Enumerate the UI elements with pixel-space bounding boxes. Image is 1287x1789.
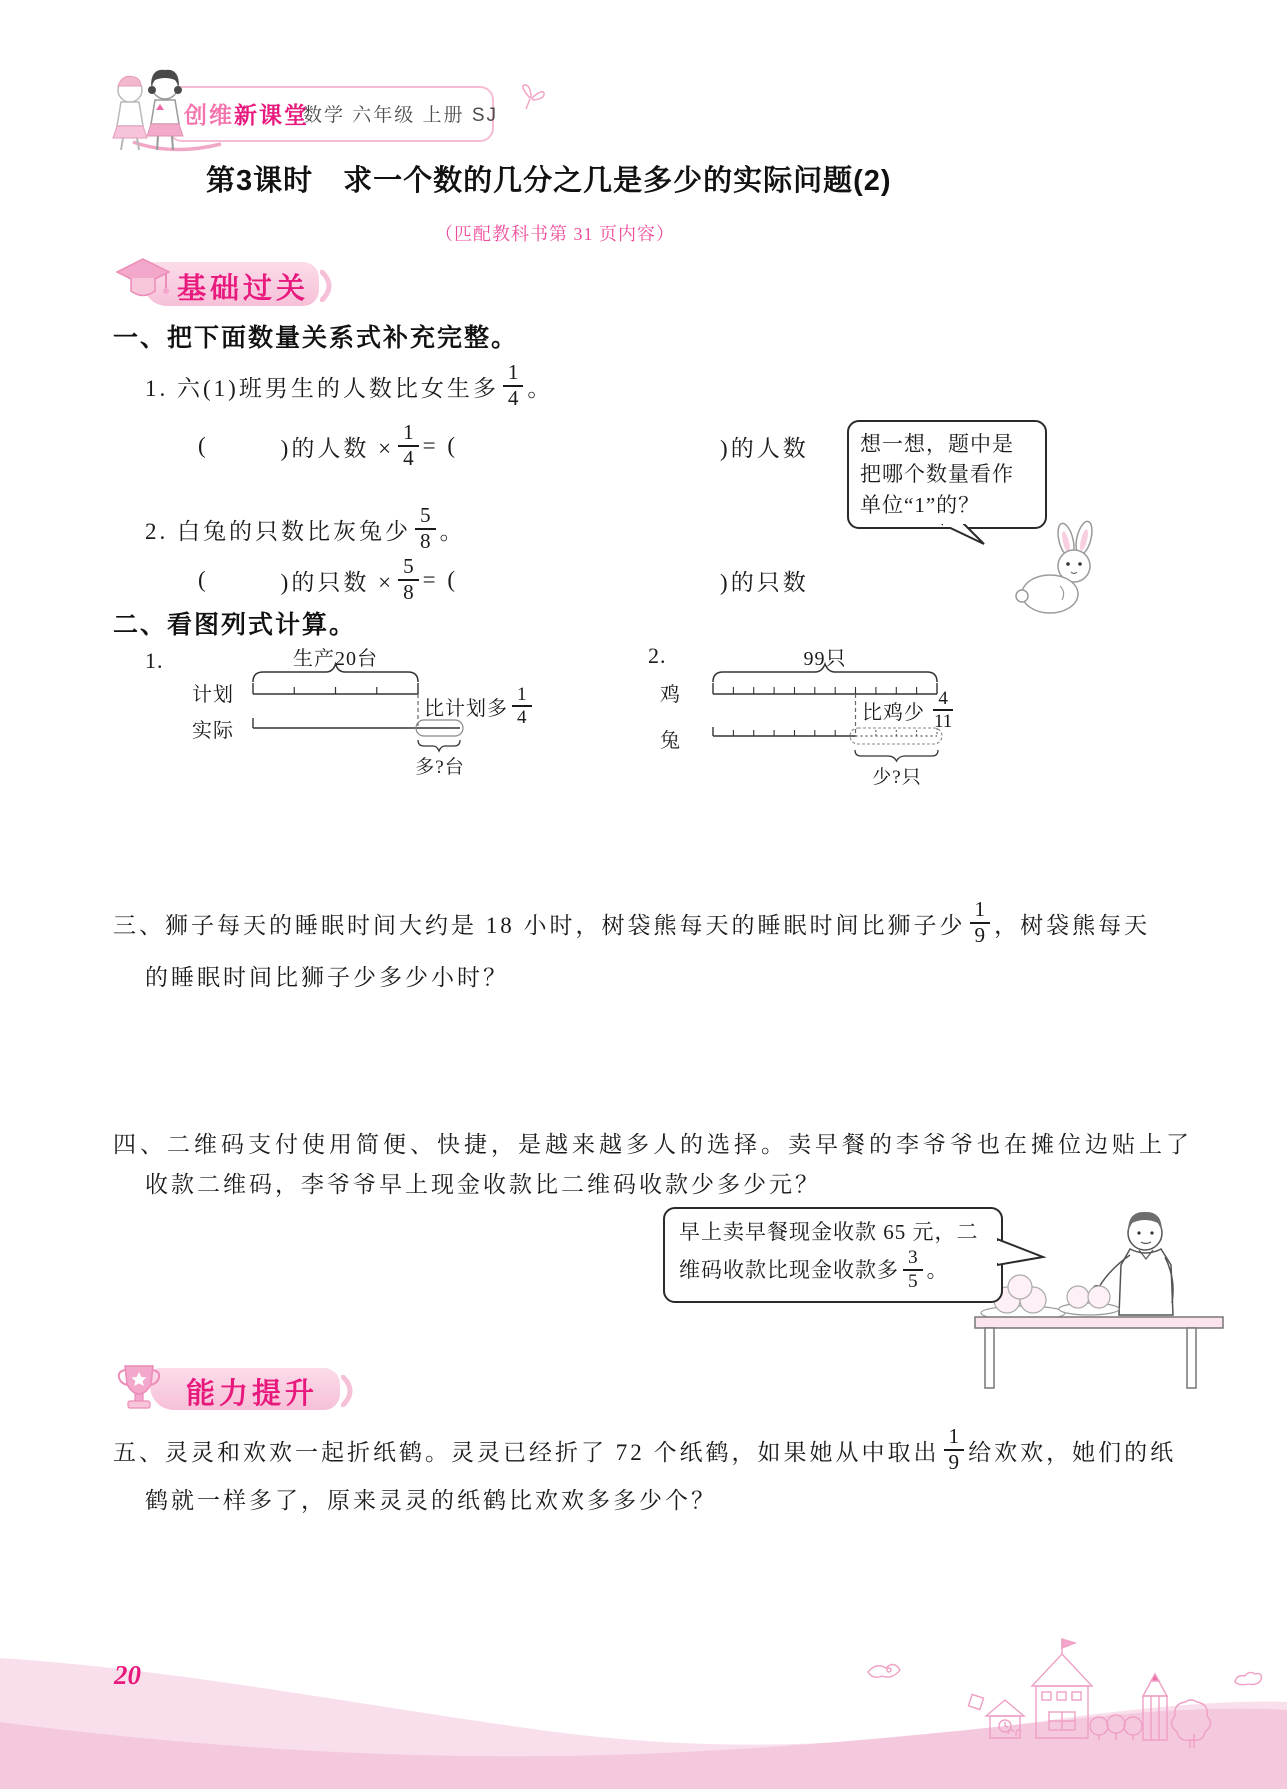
brand-name	[184, 97, 309, 130]
fraction-5-8: $\frac{5}{8}$	[398, 555, 419, 604]
question1-item1	[145, 358, 553, 414]
hint-text: 想一想，题中是把哪个数量看作单位“1”的？	[860, 432, 1014, 517]
diagram1-question-label: 多?台	[415, 757, 465, 778]
question5-text-a: 五、灵灵和欢欢一起折纸鹤。灵灵已经折了 72 个纸鹤，如果她从中取出	[113, 1439, 940, 1465]
ribbon-curl-icon	[320, 270, 338, 302]
question4-line2	[145, 1162, 821, 1202]
question1-stem: 一、把下面数量关系式补充完整。	[113, 324, 519, 352]
diagram1-row1-label: 计划	[192, 684, 234, 706]
speech-bubble-tail	[997, 1233, 1047, 1271]
ribbon-curl-icon	[341, 1375, 359, 1407]
castle-scene-illustration	[840, 1630, 1287, 1770]
trophy-icon	[112, 1360, 166, 1416]
diagram1-number: 1.	[145, 648, 164, 673]
question3-line2	[145, 955, 509, 995]
fraction-1-9: $\frac{1}{9}$	[944, 1425, 965, 1474]
question5-text-b: 给欢欢，她们的纸	[968, 1439, 1177, 1465]
diagram1-row2-label: 实际	[192, 720, 234, 742]
price-bubble-period: 。	[926, 1257, 949, 1282]
bar-diagram-1	[140, 640, 570, 780]
equation2-label: )的只数 ×	[280, 569, 395, 595]
brand-part-b: 新课堂	[234, 102, 309, 128]
blank-open-paren: (	[198, 433, 209, 458]
brand-part-a: 创维	[184, 102, 234, 128]
price-speech-bubble	[663, 1207, 1003, 1303]
page-number: 20	[114, 1660, 141, 1690]
butterfly-icon	[516, 83, 548, 113]
equation2-equals: = (	[422, 567, 459, 592]
fraction-1-4: $\frac{1}{4}$	[503, 361, 524, 410]
diagram1-total-label: 生产20台	[293, 648, 378, 670]
fraction-5-8: $\frac{5}{8}$	[415, 504, 436, 553]
equation1-equals: = (	[422, 433, 459, 458]
diagram2-row2-label: 兔	[660, 730, 681, 752]
price-bubble-line1: 早上卖早餐现金收款 65 元，二	[679, 1220, 979, 1244]
question3-text-b: ，树袋熊每天	[994, 912, 1151, 938]
rabbit-illustration	[1008, 520, 1112, 616]
page-subtitle: （匹配教科书第 31 页内容）	[435, 224, 675, 244]
question5-line2	[145, 1478, 717, 1518]
fraction-1-4: $\frac{1}{4}$	[512, 684, 532, 729]
page-title: 第3课时 求一个数的几分之几是多少的实际问题(2)	[206, 165, 892, 197]
question1-item2	[145, 502, 466, 556]
diagram2-row1-label: 鸡	[660, 684, 681, 706]
advanced-section-title: 能力提升	[186, 1378, 319, 1410]
price-bubble-line2: 维码收款比现金收款多	[679, 1257, 899, 1282]
diagram1-side-label: 比计划多 $\frac{1}{4}$	[424, 684, 536, 729]
question3-line1	[113, 893, 1150, 953]
item2-period: 。	[439, 518, 466, 544]
fraction-4-11: $\frac{4}{11}$	[934, 688, 953, 733]
question2-stem: 二、看图列式计算。	[113, 611, 357, 639]
fraction-1-4: $\frac{1}{4}$	[398, 421, 419, 470]
question1-equation1	[198, 418, 809, 474]
diagram2-total-label: 99只	[803, 648, 847, 670]
question5-line1	[113, 1420, 1176, 1480]
item1-period: 。	[527, 375, 554, 401]
equation1-tail: )的人数	[720, 435, 809, 461]
item1-text: 1. 六(1)班男生的人数比女生多	[145, 375, 499, 401]
question4-line1	[113, 1122, 1193, 1162]
diagram2-question-label: 少?只	[872, 767, 922, 788]
basic-section-title: 基础过关	[177, 273, 310, 305]
bar-diagram-2	[600, 640, 1070, 795]
diagram2-number: 2.	[648, 643, 667, 668]
speech-bubble-tail	[938, 524, 990, 556]
fraction-1-9: $\frac{1}{9}$	[970, 898, 991, 947]
graduation-cap-icon	[114, 250, 172, 308]
edition-info: 数学 六年级 上册 SJ	[303, 105, 499, 126]
equation1-label: )的人数 ×	[280, 435, 395, 461]
fraction-3-5: $\frac{3}{5}$	[903, 1247, 923, 1292]
question5-text-c: 鹤就一样多了，原来灵灵的纸鹤比欢欢多多少个？	[145, 1487, 717, 1513]
blank-open-paren: (	[198, 567, 209, 592]
diagram2-side-label: 比鸡少 $\frac{4}{11}$	[862, 688, 961, 733]
hint-speech-bubble	[847, 420, 1047, 529]
question3-text-a: 三、狮子每天的睡眠时间大约是 18 小时，树袋熊每天的睡眠时间比狮子少	[113, 912, 966, 938]
question4-text-2: 收款二维码，李爷爷早上现金收款比二维码收款少多少元？	[145, 1171, 821, 1197]
question4-text-1: 四、二维码支付使用简便、快捷，是越来越多人的选择。卖早餐的李爷爷也在摊位边贴上了	[113, 1131, 1193, 1157]
breakfast-vendor-illustration	[965, 1195, 1230, 1395]
equation2-tail: )的只数	[720, 569, 809, 595]
question3-text-c: 的睡眠时间比狮子少多少小时？	[145, 964, 509, 990]
question1-equation2	[198, 552, 809, 608]
item2-text: 2. 白兔的只数比灰兔少	[145, 518, 411, 544]
